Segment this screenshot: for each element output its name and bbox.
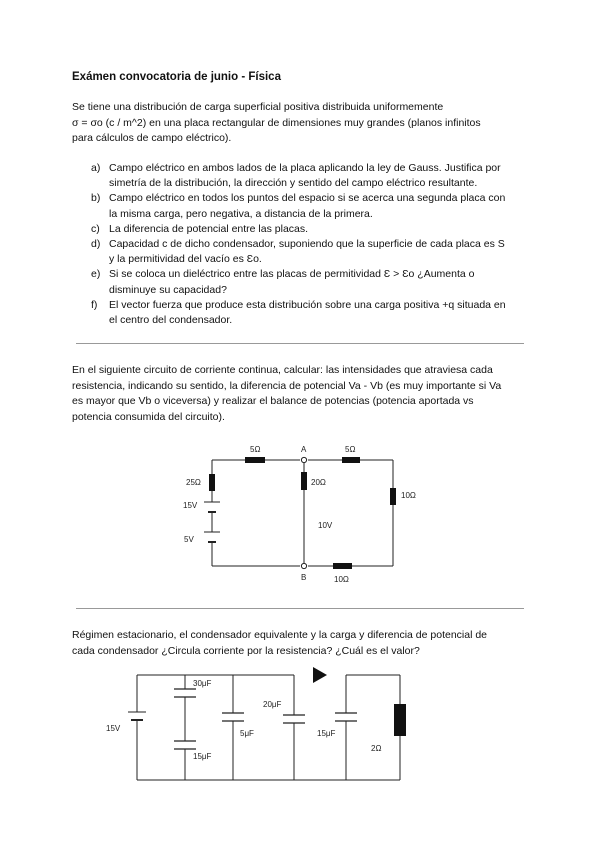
question-line: El vector fuerza que produce esta distribución sobre una carga positiva +q situada en (109, 298, 506, 311)
question-line: Si se coloca un dieléctrico entre las placas de permitividad Ɛ > Ɛo ¿Aumenta o (109, 268, 475, 281)
battery-15v (204, 502, 220, 512)
label-c3: 5μF (240, 729, 254, 738)
label-v-left-lower: 5V (184, 535, 194, 544)
problem3-intro-line-1: Régimen estacionario, el condensador equivalente y la carga y diferencia de potencial de (72, 629, 488, 641)
section-divider-2 (76, 608, 524, 609)
question-marker: f) (91, 298, 98, 311)
node-a-terminal (301, 457, 306, 462)
diode-arrow-icon (313, 667, 327, 683)
question-marker: a) (91, 162, 101, 174)
capacitor-20uf (283, 715, 305, 723)
label-r-top-left: 5Ω (250, 445, 261, 454)
node-b-terminal (301, 563, 306, 568)
question-marker: c) (91, 222, 100, 235)
label-c2: 15μF (193, 752, 212, 761)
resistor-bottom (333, 563, 352, 569)
capacitor-5uf (222, 713, 244, 721)
voltage-source-15v (128, 712, 146, 720)
label-r-top-right: 5Ω (345, 445, 356, 454)
battery-5v (204, 532, 220, 542)
question-marker: d) (91, 238, 101, 251)
label-v-left-upper: 15V (183, 501, 198, 510)
label-c1: 30μF (193, 679, 212, 688)
problem3-intro-line-2: cada condensador ¿Circula corriente por la resistencia? ¿Cuál es el valor? (72, 644, 420, 657)
problem1-intro-line-1: Se tiene una distribución de carga superficial positiva distribuida uniformemente (72, 101, 444, 113)
label-r-right: 10Ω (401, 491, 416, 500)
question-line: Campo eléctrico en ambos lados de la placa aplicando la ley de Gauss. Justifica por (109, 162, 501, 174)
label-r-bottom: 10Ω (334, 575, 349, 584)
label-c4: 20μF (263, 700, 282, 709)
resistor-middle (301, 472, 307, 490)
label-v-middle: 10V (318, 521, 333, 530)
question-line: Capacidad c de dicho condensador, suponiendo que la superficie de cada placa es S (109, 238, 505, 251)
question-line: el centro del condensador. (109, 314, 233, 327)
problem2-intro-line-1: En el siguiente circuito de corriente continua, calcular: las intensidades que atraviesa cada (72, 364, 493, 376)
label-c5: 15μF (317, 729, 336, 738)
capacitor-15uf-left (174, 741, 196, 749)
exam-title: Exámen convocatoria de junio - Física (72, 71, 281, 83)
label-node-b: B (301, 573, 307, 582)
label-node-a: A (301, 445, 307, 454)
problem2-intro-line-3: es mayor que Vb o viceversa) y realizar el balance de potencias (potencia aportada vs (72, 395, 474, 407)
question-marker: b) (91, 192, 101, 205)
question-line: y la permitividad del vacío es Ɛo. (109, 253, 262, 266)
label-resistor: 2Ω (371, 744, 382, 753)
question-line: la misma carga, pero negativa, a distancia de la primera. (109, 207, 373, 220)
resistor-top-right (342, 457, 360, 463)
label-r-middle: 20Ω (311, 478, 326, 487)
question-line: La diferencia de potencial entre las placas. (109, 222, 309, 235)
label-r-left: 25Ω (186, 478, 201, 487)
capacitor-15uf-right (335, 713, 357, 721)
problem1-intro-line-3: para cálculos de campo eléctrico). (72, 132, 232, 144)
capacitor-30uf (174, 689, 196, 697)
problem1-intro-line-2: σ = σo (c / m^2) en una placa rectangular de dimensiones muy grandes (planos infinitos (72, 116, 481, 129)
resistor-right (390, 488, 396, 505)
resistor-top-left (245, 457, 265, 463)
label-source: 15V (106, 724, 121, 733)
question-line: simetría de la distribución, la dirección y sentido del campo eléctrico resultante. (109, 177, 478, 190)
problem2-intro-line-4: potencia consumida del circuito). (72, 410, 225, 423)
problem2-intro-line-2: resistencia, indicando su sentido, la diferencia de potencial Va - Vb (es muy importante si Va (72, 379, 502, 392)
capacitor-circuit-diagram (137, 675, 400, 780)
question-line: Campo eléctrico en todos los puntos del espacio si se acerca una segunda placa con (109, 192, 506, 205)
resistor-2ohm (394, 704, 406, 736)
resistor-left (209, 474, 215, 491)
question-line: disminuye su capacidad? (109, 283, 227, 296)
question-marker: e) (91, 268, 101, 281)
